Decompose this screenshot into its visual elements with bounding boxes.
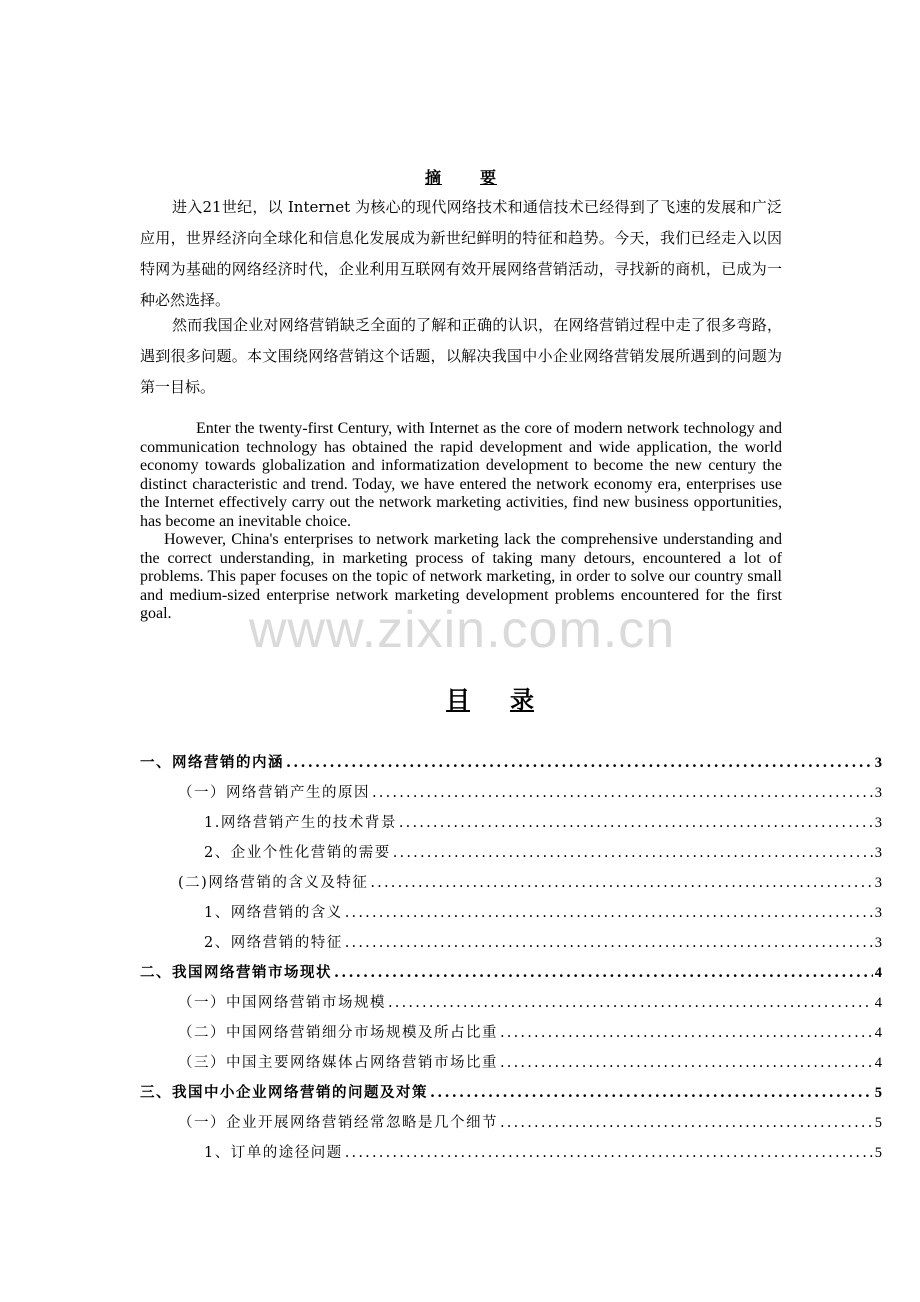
toc-leader-dots (286, 748, 873, 778)
abstract-english (140, 420, 782, 624)
toc-entry-text: 2、企业个性化营销的需要 (204, 845, 391, 861)
toc-entry-text: (二)网络营销的含义及特征 (178, 875, 369, 891)
toc-entry-page: 4 (874, 1055, 882, 1071)
toc-leader-dots (500, 1018, 873, 1048)
toc-entry[interactable] (140, 1048, 882, 1078)
toc-entry-page: 3 (874, 935, 882, 951)
toc-entry[interactable] (140, 838, 882, 868)
abstract-en-paragraph-2: However, China's enterprises to network marketing lack the comprehensive understanding and the correct understanding, in marketing process of taking many detours, encountered a lot of problems. This paper focuses on the topic of network marketing, in order to solve our country small and medium-sized enterprise network marketing development problems encountered for the first goal. (140, 531, 782, 622)
abstract-cn-paragraph-1: 进入21世纪，以 Internet 为核心的现代网络技术和通信技术已经得到了飞速的发展和广泛应用，世界经济向全球化和信息化发展成为新世纪鲜明的特征和趋势。今天，我们已经走入以因特网为基础的网络经济时代，企业利用互联网有效开展网络营销活动，寻找新的商机，已成为一种必然选择。 (140, 198, 782, 309)
abstract-title-right: 要 (480, 168, 498, 187)
toc-entry-text: （三）中国主要网络媒体占网络营销市场比重 (178, 1055, 498, 1071)
abstract-cn-paragraph-2: 然而我国企业对网络营销缺乏全面的了解和正确的认识，在网络营销过程中走了很多弯路，遇到很多问题。本文围绕网络营销这个话题，以解决我国中小企业网络营销发展所遇到的问题为第一目标。 (140, 316, 782, 396)
toc-entry[interactable] (140, 1018, 882, 1048)
toc-entry-text: （二）中国网络营销细分市场规模及所占比重 (178, 1025, 498, 1041)
toc-entry[interactable] (140, 958, 882, 988)
toc-leader-dots (334, 958, 873, 988)
toc-leader-dots (345, 1138, 873, 1168)
toc-entry-text: 1.网络营销产生的技术背景 (204, 815, 397, 831)
toc-entry-text: 二、我国网络营销市场现状 (140, 964, 332, 981)
abstract-title-left: 摘 (424, 168, 442, 187)
toc-entry-text: （一）中国网络营销市场规模 (178, 995, 386, 1011)
toc-entry-page: 5 (874, 1085, 882, 1101)
watermark: www.zixin.com.cn (248, 601, 676, 659)
toc-entry[interactable] (140, 1138, 882, 1168)
toc-leader-dots (388, 988, 873, 1018)
toc-entry-page: 5 (874, 1115, 882, 1131)
toc-leader-dots (500, 1048, 873, 1078)
toc-title (140, 680, 840, 715)
toc-entry-page: 4 (874, 965, 882, 981)
toc-entry[interactable] (140, 808, 882, 838)
toc-entry-text: 1、订单的途径问题 (204, 1145, 343, 1161)
toc-entry-text: 1、网络营销的含义 (204, 905, 343, 921)
toc-entry[interactable] (140, 1078, 882, 1108)
abstract-en-paragraph-1: Enter the twenty-first Century, with Internet as the core of modern network technology and communication technology has obtained the rapid development and wide application, the world economy towards globalization and informatization development to become the new century the distinct characteristic and trend. Today, we have entered the network economy era, enterprises use the Internet effectively carry out the network marketing activities, find new business opportunities, has become an inevitable choice. (140, 420, 782, 530)
toc-entry-text: 三、我国中小企业网络营销的问题及对策 (140, 1084, 428, 1101)
abstract-title (140, 165, 782, 188)
toc-entry-page: 3 (874, 785, 882, 801)
toc-entry-text: （一）企业开展网络营销经常忽略是几个细节 (178, 1115, 498, 1131)
toc-entry-page: 3 (874, 875, 882, 891)
toc-entry[interactable] (140, 868, 882, 898)
toc-leader-dots (345, 898, 873, 928)
toc-entry[interactable] (140, 928, 882, 958)
toc-entry-text: （一）网络营销产生的原因 (178, 785, 370, 801)
toc-entry-page: 4 (874, 1025, 882, 1041)
toc-leader-dots (393, 838, 873, 868)
toc-entry-text: 2、网络营销的特征 (204, 935, 343, 951)
toc-entry-page: 3 (874, 815, 882, 831)
toc-entry-page: 3 (874, 905, 882, 921)
toc-leader-dots (500, 1108, 873, 1138)
toc-entry-page: 3 (874, 845, 882, 861)
toc-leader-dots (370, 868, 872, 898)
toc-entry-page: 3 (874, 755, 882, 771)
toc-leader-dots (430, 1078, 873, 1108)
toc-leader-dots (399, 808, 873, 838)
table-of-contents (140, 748, 882, 1168)
toc-leader-dots (345, 928, 873, 958)
toc-title-right: 录 (510, 685, 534, 714)
toc-entry-page: 5 (874, 1145, 882, 1161)
toc-entry[interactable] (140, 748, 882, 778)
toc-entry[interactable] (140, 1108, 882, 1138)
toc-title-left: 目 (446, 685, 470, 714)
toc-entry[interactable] (140, 898, 882, 928)
toc-entry[interactable] (140, 988, 882, 1018)
toc-entry[interactable] (140, 778, 882, 808)
toc-entry-page: 4 (874, 995, 882, 1011)
toc-leader-dots (372, 778, 873, 808)
toc-entry-text: 一、网络营销的内涵 (140, 754, 284, 771)
